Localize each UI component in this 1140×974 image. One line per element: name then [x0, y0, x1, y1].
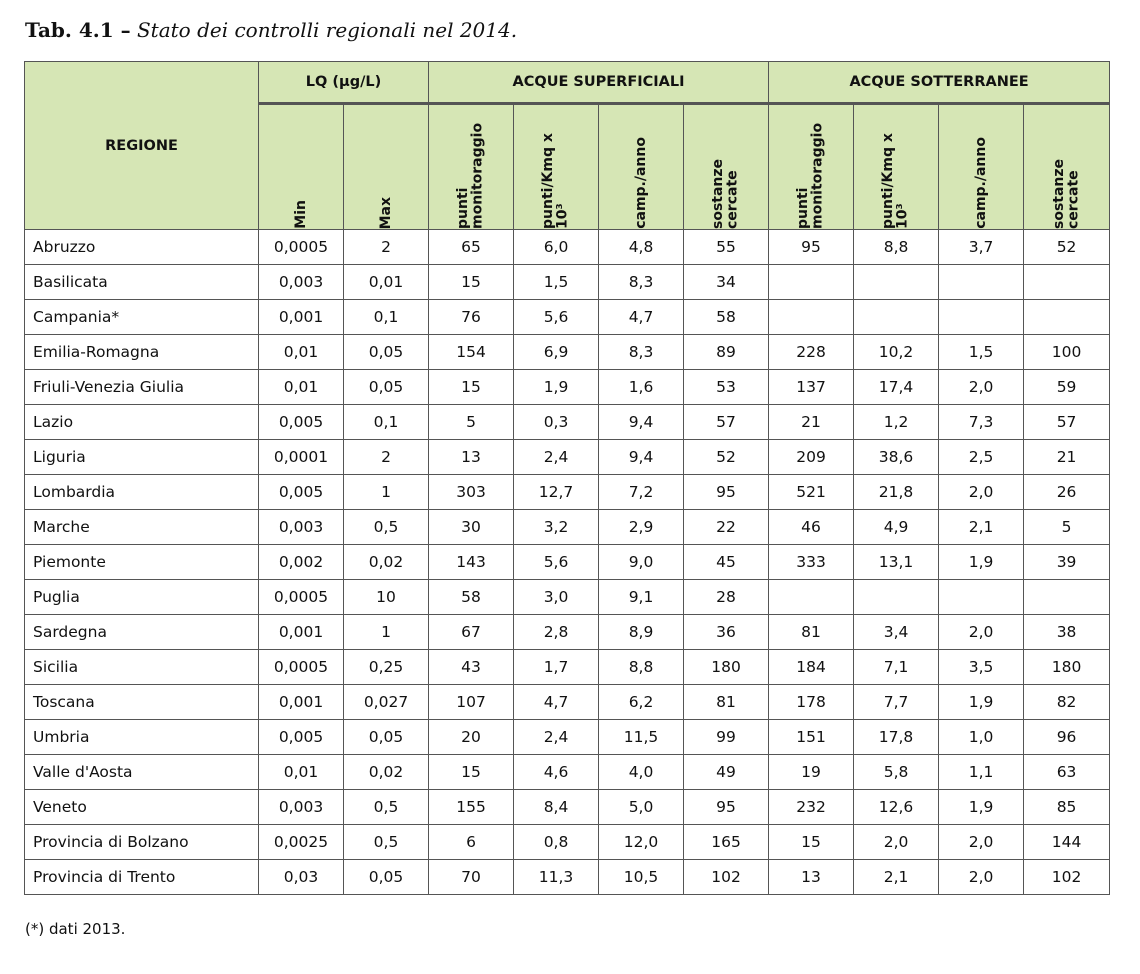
- cell-sott-campioni: 2,0: [939, 475, 1024, 510]
- cell-sup-densita: 6,0: [514, 230, 599, 265]
- cell-sup-sostanze: 22: [684, 510, 769, 545]
- cell-regione: Toscana: [25, 685, 259, 720]
- header-sott-densita: [854, 104, 939, 230]
- table-body: [25, 230, 1110, 895]
- cell-sott-campioni: 2,0: [939, 615, 1024, 650]
- cell-sup-punti: 154: [429, 335, 514, 370]
- table-row: [25, 860, 1110, 895]
- cell-lq-min: 0,01: [259, 335, 344, 370]
- cell-sott-sostanze: 144: [1024, 825, 1110, 860]
- cell-sup-punti: 76: [429, 300, 514, 335]
- cell-sup-sostanze: 165: [684, 825, 769, 860]
- cell-sott-sostanze: 57: [1024, 405, 1110, 440]
- table-row: [25, 510, 1110, 545]
- cell-sott-punti: 333: [769, 545, 854, 580]
- cell-lq-min: 0,0005: [259, 650, 344, 685]
- cell-sott-campioni: [939, 300, 1024, 335]
- cell-lq-max: 1: [344, 615, 429, 650]
- footnote: (*) dati 2013.: [25, 920, 126, 938]
- cell-sott-campioni: [939, 580, 1024, 615]
- cell-sup-densita: 1,5: [514, 265, 599, 300]
- cell-regione: Abruzzo: [25, 230, 259, 265]
- header-sott-punti: [769, 104, 854, 230]
- table-row: [25, 685, 1110, 720]
- cell-sup-campioni: 9,4: [599, 440, 684, 475]
- cell-sott-campioni: 2,0: [939, 860, 1024, 895]
- cell-regione: Emilia-Romagna: [25, 335, 259, 370]
- cell-sott-densita: 2,0: [854, 825, 939, 860]
- cell-sup-campioni: 7,2: [599, 475, 684, 510]
- cell-sott-campioni: 1,5: [939, 335, 1024, 370]
- cell-sup-campioni: 8,3: [599, 335, 684, 370]
- cell-lq-min: 0,0005: [259, 580, 344, 615]
- cell-sup-sostanze: 95: [684, 475, 769, 510]
- cell-regione: Campania*: [25, 300, 259, 335]
- cell-sott-sostanze: 52: [1024, 230, 1110, 265]
- cell-sup-densita: 1,7: [514, 650, 599, 685]
- cell-lq-min: 0,0001: [259, 440, 344, 475]
- cell-sup-campioni: 9,4: [599, 405, 684, 440]
- cell-sup-densita: 11,3: [514, 860, 599, 895]
- cell-lq-min: 0,003: [259, 790, 344, 825]
- cell-sup-campioni: 10,5: [599, 860, 684, 895]
- cell-sup-densita: 4,7: [514, 685, 599, 720]
- cell-regione: Lombardia: [25, 475, 259, 510]
- cell-sott-punti: 13: [769, 860, 854, 895]
- header-sup-punti: [429, 104, 514, 230]
- cell-sup-campioni: 6,2: [599, 685, 684, 720]
- cell-sott-densita: [854, 300, 939, 335]
- cell-sott-campioni: 1,9: [939, 790, 1024, 825]
- table-row: [25, 405, 1110, 440]
- cell-sott-punti: 521: [769, 475, 854, 510]
- cell-sup-sostanze: 53: [684, 370, 769, 405]
- cell-sup-densita: 3,2: [514, 510, 599, 545]
- cell-regione: Sicilia: [25, 650, 259, 685]
- cell-sott-campioni: 7,3: [939, 405, 1024, 440]
- cell-sott-sostanze: 38: [1024, 615, 1110, 650]
- cell-sup-sostanze: 28: [684, 580, 769, 615]
- cell-sott-punti: 81: [769, 615, 854, 650]
- header-sup-densita: [514, 104, 599, 230]
- cell-lq-max: 0,1: [344, 405, 429, 440]
- cell-regione: Marche: [25, 510, 259, 545]
- cell-lq-min: 0,01: [259, 370, 344, 405]
- cell-sott-sostanze: 85: [1024, 790, 1110, 825]
- cell-lq-max: 0,01: [344, 265, 429, 300]
- cell-lq-max: 0,1: [344, 300, 429, 335]
- cell-sup-campioni: 4,0: [599, 755, 684, 790]
- cell-sott-sostanze: [1024, 265, 1110, 300]
- cell-sott-punti: 184: [769, 650, 854, 685]
- cell-regione: Piemonte: [25, 545, 259, 580]
- table-row: [25, 650, 1110, 685]
- cell-sup-campioni: 9,1: [599, 580, 684, 615]
- cell-sott-punti: 15: [769, 825, 854, 860]
- cell-sup-densita: 0,8: [514, 825, 599, 860]
- cell-sott-punti: [769, 300, 854, 335]
- cell-sott-campioni: 1,0: [939, 720, 1024, 755]
- cell-sup-punti: 5: [429, 405, 514, 440]
- cell-regione: Liguria: [25, 440, 259, 475]
- cell-sup-punti: 155: [429, 790, 514, 825]
- cell-sott-densita: 7,7: [854, 685, 939, 720]
- header-sott-campioni: [939, 104, 1024, 230]
- cell-lq-max: 2: [344, 230, 429, 265]
- cell-sott-densita: 7,1: [854, 650, 939, 685]
- cell-regione: Provincia di Trento: [25, 860, 259, 895]
- table-row: [25, 615, 1110, 650]
- cell-sup-sostanze: 180: [684, 650, 769, 685]
- table-row: [25, 440, 1110, 475]
- cell-regione: Valle d'Aosta: [25, 755, 259, 790]
- table-header: [25, 62, 1110, 230]
- cell-sott-punti: [769, 580, 854, 615]
- cell-sup-sostanze: 58: [684, 300, 769, 335]
- cell-sott-punti: 137: [769, 370, 854, 405]
- cell-sott-densita: 5,8: [854, 755, 939, 790]
- cell-sott-campioni: 2,0: [939, 370, 1024, 405]
- cell-lq-min: 0,002: [259, 545, 344, 580]
- cell-lq-min: 0,005: [259, 475, 344, 510]
- cell-lq-min: 0,005: [259, 405, 344, 440]
- cell-regione: Veneto: [25, 790, 259, 825]
- table-row: [25, 720, 1110, 755]
- cell-lq-max: 1: [344, 475, 429, 510]
- cell-sup-sostanze: 57: [684, 405, 769, 440]
- cell-regione: Basilicata: [25, 265, 259, 300]
- table-row: [25, 370, 1110, 405]
- header-sup-sostanze: [684, 104, 769, 230]
- cell-sup-sostanze: 36: [684, 615, 769, 650]
- cell-sup-punti: 65: [429, 230, 514, 265]
- cell-sott-densita: 12,6: [854, 790, 939, 825]
- cell-sott-densita: 10,2: [854, 335, 939, 370]
- cell-sott-sostanze: 5: [1024, 510, 1110, 545]
- cell-sott-campioni: [939, 265, 1024, 300]
- cell-sott-campioni: 2,1: [939, 510, 1024, 545]
- cell-sup-punti: 30: [429, 510, 514, 545]
- cell-sott-densita: 3,4: [854, 615, 939, 650]
- cell-sott-campioni: 3,7: [939, 230, 1024, 265]
- cell-sott-densita: [854, 580, 939, 615]
- cell-sup-densita: 2,4: [514, 440, 599, 475]
- table-row: [25, 300, 1110, 335]
- cell-sott-sostanze: 102: [1024, 860, 1110, 895]
- cell-sott-campioni: 2,0: [939, 825, 1024, 860]
- cell-lq-max: 0,05: [344, 370, 429, 405]
- cell-lq-min: 0,0025: [259, 825, 344, 860]
- cell-sott-sostanze: 100: [1024, 335, 1110, 370]
- cell-sott-densita: 17,8: [854, 720, 939, 755]
- header-col-min: [259, 104, 344, 230]
- cell-sup-densita: 1,9: [514, 370, 599, 405]
- cell-sup-densita: 8,4: [514, 790, 599, 825]
- cell-sott-densita: 1,2: [854, 405, 939, 440]
- header-sup-campioni: [599, 104, 684, 230]
- cell-sup-densita: 4,6: [514, 755, 599, 790]
- cell-sott-campioni: 2,5: [939, 440, 1024, 475]
- header-sup-sostanze-label: sostanze cercate: [710, 158, 742, 229]
- cell-sup-campioni: 8,9: [599, 615, 684, 650]
- cell-sott-sostanze: [1024, 300, 1110, 335]
- cell-sott-campioni: 1,9: [939, 685, 1024, 720]
- cell-sup-densita: 5,6: [514, 545, 599, 580]
- cell-sup-punti: 15: [429, 755, 514, 790]
- table-row: [25, 545, 1110, 580]
- table-row: [25, 580, 1110, 615]
- cell-sott-sostanze: 59: [1024, 370, 1110, 405]
- cell-lq-min: 0,03: [259, 860, 344, 895]
- cell-sup-punti: 58: [429, 580, 514, 615]
- cell-sup-campioni: 9,0: [599, 545, 684, 580]
- cell-sup-punti: 303: [429, 475, 514, 510]
- table-row: [25, 755, 1110, 790]
- cell-sup-densita: 0,3: [514, 405, 599, 440]
- cell-sup-campioni: 5,0: [599, 790, 684, 825]
- cell-sott-punti: 46: [769, 510, 854, 545]
- cell-sup-punti: 13: [429, 440, 514, 475]
- cell-sott-densita: 2,1: [854, 860, 939, 895]
- cell-sott-punti: [769, 265, 854, 300]
- cell-sup-sostanze: 89: [684, 335, 769, 370]
- header-acque-sotterranee: ACQUE SOTTERRANEE: [769, 62, 1110, 104]
- cell-lq-max: 0,05: [344, 335, 429, 370]
- cell-lq-max: 0,5: [344, 510, 429, 545]
- cell-sott-punti: 228: [769, 335, 854, 370]
- cell-sup-punti: 43: [429, 650, 514, 685]
- cell-lq-min: 0,01: [259, 755, 344, 790]
- header-sott-campioni-label: camp./anno: [972, 137, 989, 229]
- cell-sott-campioni: 1,9: [939, 545, 1024, 580]
- table-row: [25, 230, 1110, 265]
- header-sott-sostanze-label: sostanze cercate: [1050, 158, 1082, 229]
- cell-sott-sostanze: 96: [1024, 720, 1110, 755]
- cell-sup-densita: 2,4: [514, 720, 599, 755]
- table-row: [25, 825, 1110, 860]
- header-lq-group: LQ (µg/L): [259, 62, 429, 104]
- cell-sup-sostanze: 102: [684, 860, 769, 895]
- cell-sup-sostanze: 99: [684, 720, 769, 755]
- cell-lq-max: 0,5: [344, 790, 429, 825]
- cell-lq-max: 0,05: [344, 860, 429, 895]
- table-row: [25, 475, 1110, 510]
- cell-regione: Umbria: [25, 720, 259, 755]
- header-acque-superficiali: ACQUE SUPERFICIALI: [429, 62, 769, 104]
- cell-sup-sostanze: 55: [684, 230, 769, 265]
- header-col-max: [344, 104, 429, 230]
- cell-regione: Puglia: [25, 580, 259, 615]
- cell-regione: Friuli-Venezia Giulia: [25, 370, 259, 405]
- cell-sup-campioni: 12,0: [599, 825, 684, 860]
- cell-lq-min: 0,003: [259, 510, 344, 545]
- cell-sott-punti: 232: [769, 790, 854, 825]
- cell-sott-punti: 19: [769, 755, 854, 790]
- cell-sup-punti: 67: [429, 615, 514, 650]
- cell-regione: Provincia di Bolzano: [25, 825, 259, 860]
- cell-sup-densita: 6,9: [514, 335, 599, 370]
- cell-sott-densita: 4,9: [854, 510, 939, 545]
- cell-sup-campioni: 4,7: [599, 300, 684, 335]
- cell-sott-densita: 21,8: [854, 475, 939, 510]
- cell-sott-sostanze: 180: [1024, 650, 1110, 685]
- cell-sup-densita: 2,8: [514, 615, 599, 650]
- table-row: [25, 265, 1110, 300]
- cell-lq-max: 10: [344, 580, 429, 615]
- cell-sott-sostanze: 21: [1024, 440, 1110, 475]
- caption-title: Stato dei controlli regionali nel 2014.: [136, 18, 518, 42]
- cell-sup-sostanze: 81: [684, 685, 769, 720]
- cell-sup-campioni: 8,8: [599, 650, 684, 685]
- cell-sott-punti: 178: [769, 685, 854, 720]
- cell-sup-campioni: 11,5: [599, 720, 684, 755]
- cell-lq-min: 0,003: [259, 265, 344, 300]
- caption-label: Tab. 4.1 –: [25, 18, 131, 42]
- cell-lq-min: 0,005: [259, 720, 344, 755]
- header-sott-densita-label: punti/Kmq x 10³: [880, 133, 912, 229]
- header-sup-densita-label: punti/Kmq x 10³: [540, 133, 572, 229]
- cell-lq-max: 0,5: [344, 825, 429, 860]
- cell-sup-densita: 12,7: [514, 475, 599, 510]
- cell-sup-punti: 6: [429, 825, 514, 860]
- header-col-max-label: Max: [377, 196, 394, 229]
- cell-sott-punti: 21: [769, 405, 854, 440]
- table-row: [25, 335, 1110, 370]
- cell-lq-min: 0,001: [259, 685, 344, 720]
- cell-lq-max: 2: [344, 440, 429, 475]
- cell-lq-max: 0,027: [344, 685, 429, 720]
- cell-sott-sostanze: 26: [1024, 475, 1110, 510]
- cell-sup-punti: 15: [429, 265, 514, 300]
- cell-sup-sostanze: 95: [684, 790, 769, 825]
- cell-lq-max: 0,05: [344, 720, 429, 755]
- cell-sup-sostanze: 52: [684, 440, 769, 475]
- cell-sott-campioni: 3,5: [939, 650, 1024, 685]
- cell-sup-densita: 3,0: [514, 580, 599, 615]
- header-sup-punti-label: punti monitoraggio: [455, 122, 487, 229]
- cell-sott-punti: 151: [769, 720, 854, 755]
- cell-sup-campioni: 8,3: [599, 265, 684, 300]
- cell-sup-punti: 143: [429, 545, 514, 580]
- cell-lq-max: 0,25: [344, 650, 429, 685]
- header-sott-punti-label: punti monitoraggio: [795, 122, 827, 229]
- cell-sott-densita: 38,6: [854, 440, 939, 475]
- cell-sott-densita: [854, 265, 939, 300]
- cell-sott-densita: 13,1: [854, 545, 939, 580]
- cell-sott-sostanze: 39: [1024, 545, 1110, 580]
- table-row: [25, 790, 1110, 825]
- table-caption: [25, 18, 517, 42]
- cell-sott-densita: 17,4: [854, 370, 939, 405]
- cell-sup-campioni: 4,8: [599, 230, 684, 265]
- regional-controls-table: [24, 61, 1110, 895]
- cell-sott-punti: 95: [769, 230, 854, 265]
- header-sott-sostanze: [1024, 104, 1110, 230]
- cell-lq-max: 0,02: [344, 755, 429, 790]
- header-col-min-label: Min: [292, 200, 309, 229]
- cell-sott-sostanze: 82: [1024, 685, 1110, 720]
- cell-sott-campioni: 1,1: [939, 755, 1024, 790]
- header-regione: REGIONE: [25, 62, 259, 230]
- cell-lq-max: 0,02: [344, 545, 429, 580]
- cell-lq-min: 0,001: [259, 300, 344, 335]
- cell-sup-campioni: 1,6: [599, 370, 684, 405]
- cell-regione: Sardegna: [25, 615, 259, 650]
- cell-regione: Lazio: [25, 405, 259, 440]
- cell-sott-densita: 8,8: [854, 230, 939, 265]
- cell-lq-min: 0,0005: [259, 230, 344, 265]
- cell-sup-sostanze: 45: [684, 545, 769, 580]
- cell-sott-sostanze: 63: [1024, 755, 1110, 790]
- cell-sott-punti: 209: [769, 440, 854, 475]
- cell-sup-punti: 20: [429, 720, 514, 755]
- cell-lq-min: 0,001: [259, 615, 344, 650]
- cell-sup-punti: 70: [429, 860, 514, 895]
- cell-sup-densita: 5,6: [514, 300, 599, 335]
- cell-sup-sostanze: 34: [684, 265, 769, 300]
- cell-sup-punti: 15: [429, 370, 514, 405]
- cell-sott-sostanze: [1024, 580, 1110, 615]
- cell-sup-sostanze: 49: [684, 755, 769, 790]
- header-sup-campioni-label: camp./anno: [632, 137, 649, 229]
- cell-sup-campioni: 2,9: [599, 510, 684, 545]
- cell-sup-punti: 107: [429, 685, 514, 720]
